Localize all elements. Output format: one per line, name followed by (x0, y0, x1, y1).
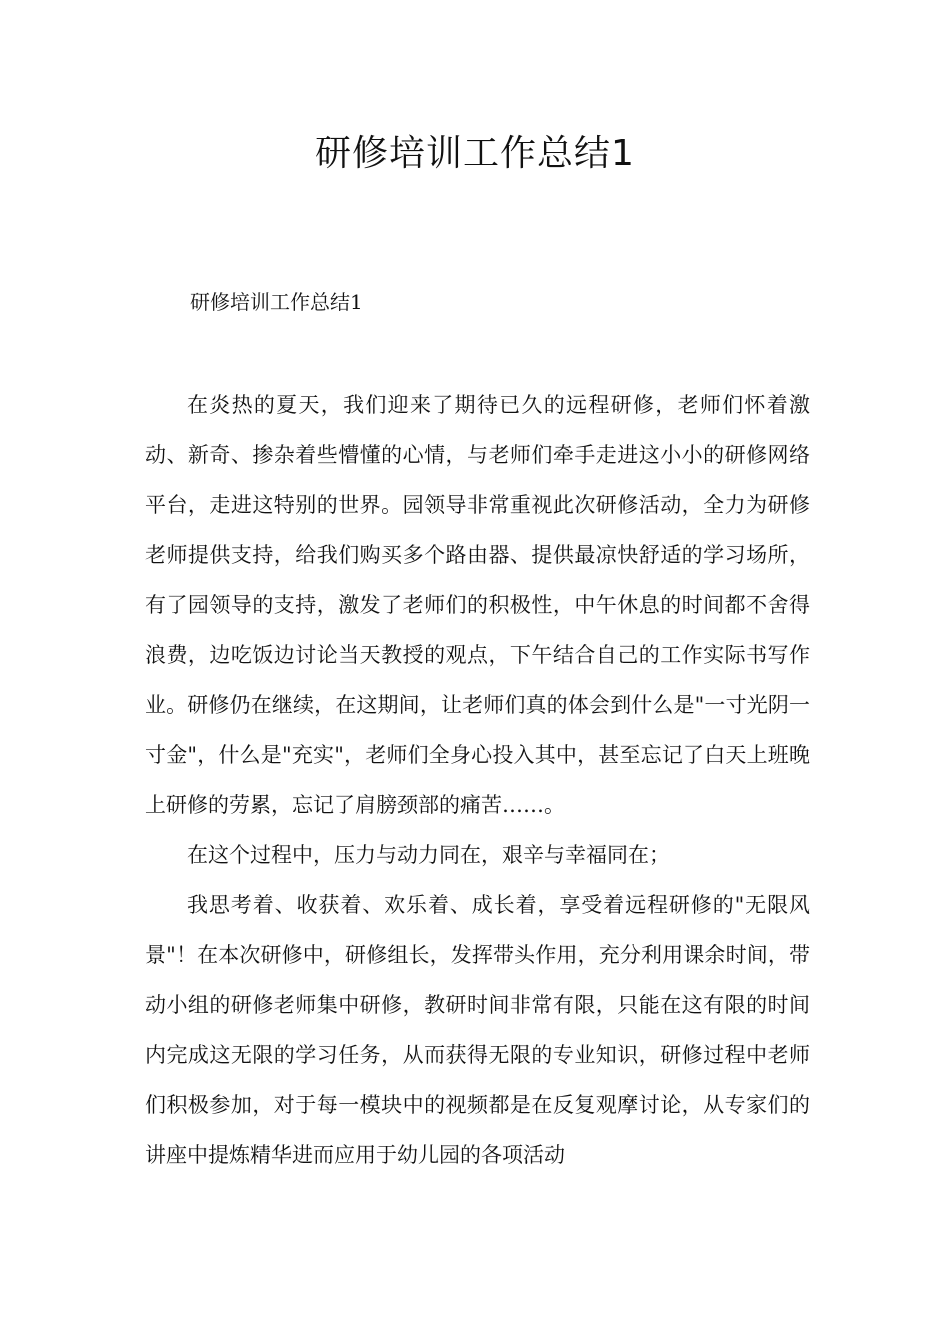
document-subtitle: 研修培训工作总结1 (190, 290, 363, 314)
document-body (145, 380, 810, 1180)
paragraph: 在这个过程中，压力与动力同在，艰辛与幸福同在； (187, 843, 670, 867)
paragraph: 我思考着、收获着、欢乐着、成长着，享受着远程研修的"无限风景"！在本次研修中，研修组长，发挥带头作用，充分利用课余时间，带动小组的研修老师集中研修，教研时间非常有限，只能在这有限的时间内完成这无限的学习任务，从而获得无限的专业知识，研修过程中老师们积极参加，对于每一模块中的视频都是在反复观摩讨论，从专家们的讲座中提炼精华进而应用于幼儿园的各项活动 (145, 893, 810, 1167)
paragraph: 在炎热的夏天，我们迎来了期待已久的远程研修，老师们怀着激动、新奇、掺杂着些懵懂的心情，与老师们牵手走进这小小的研修网络平台，走进这特别的世界。园领导非常重视此次研修活动，全力为研修老师提供支持，给我们购买多个路由器、提供最凉快舒适的学习场所，有了园领导的支持，激发了老师们的积极性，中午休息的时间都不舍得浪费，边吃饭边讨论当天教授的观点，下午结合自己的工作实际书写作业。研修仍在继续，在这期间，让老师们真的体会到什么是"一寸光阴一寸金"，什么是"充实"，老师们全身心投入其中，甚至忘记了白天上班晚上研修的劳累，忘记了肩膀颈部的痛苦……。 (145, 393, 810, 817)
document-title: 研修培训工作总结1 (315, 133, 635, 174)
